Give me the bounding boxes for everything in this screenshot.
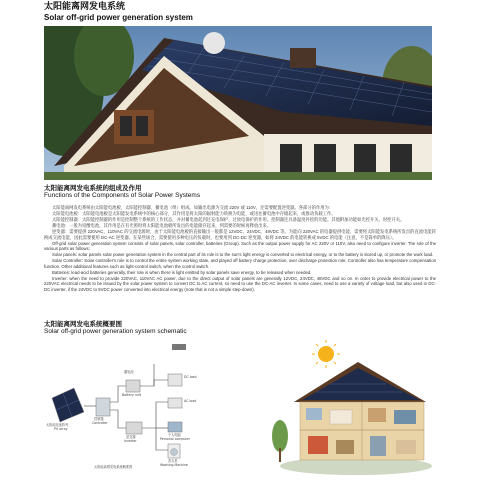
paragraph: Solar panels: solar panels solar power generation system in the central part of its role is to the sun's light energy is converted to electrical energy, or to the battery is stored up, or promote the work load. xyxy=(52,252,434,258)
paragraph: Batteries: lead-acid batteries generally, their role is when there is light emitted by solar panels save energy, to be released when needed. xyxy=(52,269,312,275)
ac-load-icon xyxy=(168,398,182,408)
paragraph: 太阳能电池板：太阳能电池板是太阳能发电系统中的核心部分，其作用是将太阳的辐射能力转换为电能，或送往蓄电池中存储起来，或推动负载工作。 xyxy=(52,210,336,216)
washing-machine-label-en: Washing Machine xyxy=(160,463,188,467)
paragraph: 太阳能离网发电系统由太阳能电池板、太阳能控制器、蓄电池（组）组成。如输出电源为交流 220V 或 110V，还需要配置逆变器。各部分的作用为： xyxy=(52,205,334,210)
paragraph: Inverter: when the need to provide 220VAC, 110VAC AC power, due to the direct output of solar panels are generally 12VDC, 24VDC, 48VDC and so on. In order to provide electrical power to the 220VAC electrical needs to be issued by the solar power system to convert DC to AC current, so need to use the DC-AC inverter. In some cases, need to use a variety of voltage load, but also used in DC-DC inverter, if the 24VDC to 5VDC power converted into electrical energy (note that is not a simple step-down). xyxy=(44,275,436,292)
pv-array-icon xyxy=(52,388,84,422)
house-solar-photo xyxy=(44,26,432,180)
paragraph: 太阳能控制器：太阳能控制器的作用是控制整个系统的工作状态，并对蓄电池起到过充电保护、过放电保护的作用。控制器还具备温度补偿的功能。其他附加功能如光控开关、时控开关。 xyxy=(52,216,405,222)
controller-label-en: Controller xyxy=(92,421,108,425)
section-title-en: Solar off-grid power generation system schematic xyxy=(44,328,187,335)
controller-label-cn: 控制器 xyxy=(94,417,104,421)
system-schematic xyxy=(44,336,208,476)
pc-label-cn: 个人电脑 xyxy=(168,433,181,437)
section-title-cn: 太阳能离网发电系统的组成及作用 xyxy=(44,184,142,192)
washing-machine-label-cn: 洗衣机 xyxy=(168,459,178,463)
description-text xyxy=(44,205,436,293)
ac-load-label: AC load xyxy=(184,399,197,403)
controller-icon xyxy=(96,398,110,416)
paragraph: Off-grid solar power generation system consists of solar panels, solar controller, batteries (Group). Such as the output power supply for AC 220V or 110V, also need to configure inverter. The role of the various parts as follows: xyxy=(44,240,436,252)
page-title-cn: 太阳能离网发电系统 xyxy=(44,2,126,12)
battery-label-en: Battery unit xyxy=(122,393,141,397)
inverter-label-cn: 逆变器 xyxy=(126,435,136,439)
section-components xyxy=(44,184,436,200)
pv-array-label-cn: 太阳能电池阵列 xyxy=(46,423,69,427)
header xyxy=(44,2,444,22)
sun-icon xyxy=(312,340,340,368)
paragraph: Solar Controller: Solar controller's role is to control the entire system working state, and played off battery charge protection, over discharge protection role. Controller also has temperature compensation function. Other additional features such as light-control switch, when the control switch. xyxy=(44,258,436,269)
pc-label-en: Personal computer xyxy=(160,437,190,441)
solar-house-illustration xyxy=(272,340,434,476)
inverter-icon xyxy=(126,422,142,434)
schematic-caption: 太阳能离网发电系统概要图 xyxy=(94,465,133,469)
inverter-label-en: Inverter xyxy=(124,439,137,443)
page-title-en: Solar off-grid power generation system xyxy=(44,13,193,22)
paragraph: 蓄电池：一般为铅酸电池，其作用是在有光照时将太阳能电池板所发出的电能储存起来，到需要的时候再释放出来。 xyxy=(52,222,272,228)
section-title-en: Functions of the Components of Solar Power Systems xyxy=(44,192,201,199)
battery-label-cn: 蓄电池 xyxy=(124,370,134,374)
section-schematic xyxy=(44,320,436,336)
paragraph: 逆变器：需要提供 220VAC、110VAC 的交流电源时，由于太阳能电池板的直接输出一般都是 12VDC、24VDC、48VDC 等。为能向 220VAC 的电器提供电能，需要将太阳能发电系统所发出的直流电能转换成交流电能，因此需要使用 DC-AC 逆变器。在某些场合，需要使用多种电压的负载时，也要用到 DC-DC 逆变器，如将 24VDC 的电能转换成 5VDC 的电能（注意，不是简单的降压）。 xyxy=(44,228,436,240)
pc-icon xyxy=(168,422,182,432)
dc-load-icon xyxy=(168,374,182,386)
battery-icon xyxy=(126,380,140,392)
pv-array-label-en: PV array xyxy=(54,427,68,431)
dc-load-label: DC load xyxy=(184,375,197,379)
section-title-cn: 太阳能离网发电系统概要图 xyxy=(44,320,122,328)
